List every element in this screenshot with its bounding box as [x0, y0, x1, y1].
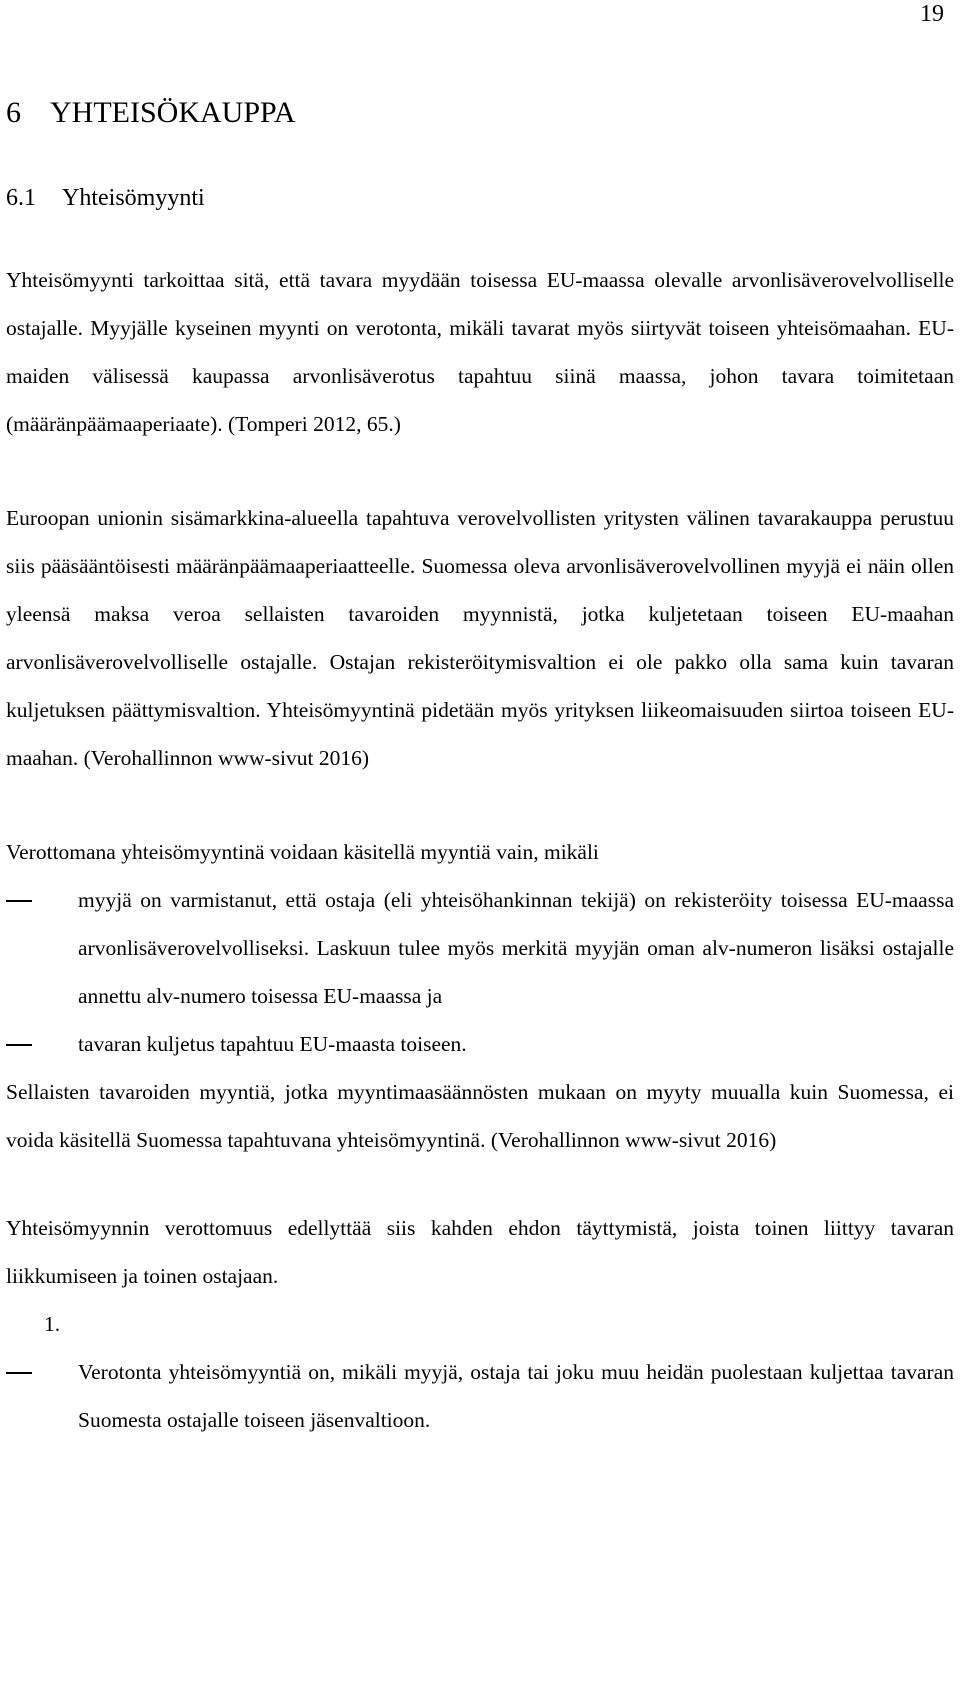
chapter-heading — [6, 88, 954, 138]
paragraph-internal-market: Euroopan unionin sisämarkkina-alueella tapahtuva verovelvollisten yritysten välinen tavarakauppa perustuu siis pääsääntöisesti määränpäämaaperiaatteelle. Suomessa oleva arvonlisäverovelvollinen myyjä ei näin ollen yleensä maksa veroa sellaisten tavaroiden myynnistä, jotka kuljetetaan toiseen EU-maahan arvonlisäverovelvolliselle ostajalle. Ostajan rekisteröitymisvaltion ei ole pakko olla sama kuin tavaran kuljetuksen päättymisvaltion. Yhteisömyyntinä pidetään myös yrityksen liikeomaisuuden siirtoa toiseen EU-maahan. (Verohallinnon www-sivut 2016) — [6, 506, 954, 770]
page-number: 19 — [920, 1, 944, 27]
list-item-text: myyjä on varmistanut, että ostaja (eli yhteisöhankinnan tekijä) on rekisteröity toisessa EU-maassa arvonlisäverovelvolliseksi. Laskuun tulee myös merkitä myyjän oman alv-numeron lisäksi ostajalle annettu alv-numero toisessa EU-maassa ja — [78, 888, 954, 1008]
list-item-text: tavaran kuljetus tapahtuu EU-maasta toiseen. — [78, 1032, 467, 1056]
document-body — [6, 88, 954, 1444]
section-number: 6.1 — [6, 185, 36, 211]
paragraph-place-of-sale: Sellaisten tavaroiden myyntiä, jotka myyntimaasäännösten mukaan on myyty muualla kuin Suomessa, ei voida käsitellä Suomessa tapahtuvana yhteisömyyntinä. (Verohallinnon www-sivut 2016) — [6, 1080, 954, 1152]
conditions-list — [6, 876, 954, 1068]
list-item — [6, 1020, 954, 1068]
paragraph-definition: Yhteisömyynti tarkoittaa sitä, että tavara myydään toisessa EU-maassa olevalle arvonlisäverovelvolliselle ostajalle. Myyjälle kyseinen myynti on verotonta, mikäli tavarat myös siirtyvät toiseen yhteisömaahan. EU-maiden välisessä kaupassa arvonlisäverotus tapahtuu siinä maassa, johon tavara toimitetaan (määränpäämaaperiaate). (Tomperi 2012, 65.) — [6, 268, 954, 436]
numbered-item-marker: 1. — [44, 1312, 61, 1336]
chapter-number: 6 — [6, 96, 21, 129]
paragraph-conditions-intro: Verottomana yhteisömyyntinä voidaan käsitellä myyntiä vain, mikäli — [6, 840, 599, 864]
chapter-title: YHTEISÖKAUPPA — [50, 96, 296, 129]
list-item-text: Verotonta yhteisömyyntiä on, mikäli myyjä, ostaja tai joku muu heidän puolestaan kuljettaa tavaran Suomesta ostajalle toiseen jäsenvaltioon. — [78, 1360, 954, 1432]
section-heading — [6, 178, 954, 218]
section-title: Yhteisömyynti — [62, 185, 205, 211]
list-item — [6, 1348, 954, 1444]
list-item — [6, 876, 954, 1020]
final-list — [6, 1348, 954, 1444]
paragraph-two-conditions: Yhteisömyynnin verottomuus edellyttää siis kahden ehdon täyttymistä, joista toinen liittyy tavaran liikkumiseen ja toinen ostajaan. — [6, 1216, 954, 1288]
